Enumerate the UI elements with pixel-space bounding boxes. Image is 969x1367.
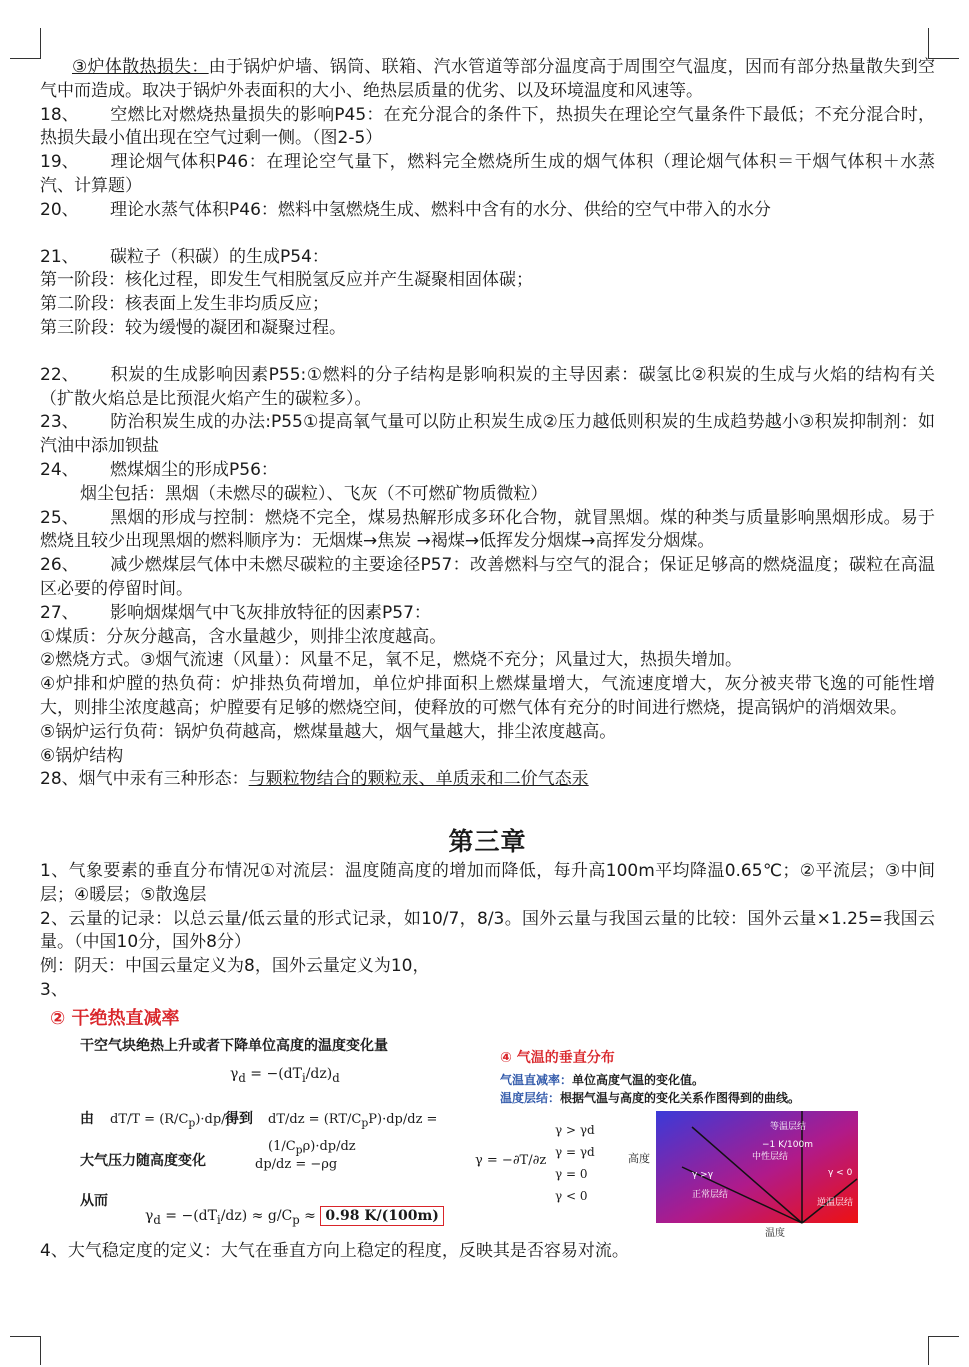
item-28 xyxy=(40,768,935,792)
item-title: 理论水蒸气体积P46： xyxy=(110,199,278,220)
factor-2: ②燃烧方式。③烟气流速（风量）：风量不足，氧不足，燃烧不充分；风量过大，热损失增加。 xyxy=(40,650,742,671)
term: 温度层结： xyxy=(500,1090,561,1105)
item-number: 27、 xyxy=(40,602,79,623)
stage-1: 第一阶段：核化过程，即发生气相脱氢反应并产生凝聚相固体碳； xyxy=(40,270,533,291)
item-number: 18、 xyxy=(40,104,79,125)
crop-mark-bottom-left xyxy=(10,1336,41,1365)
condition: γ = γd xyxy=(555,1144,595,1159)
label-lt: γ < 0 xyxy=(828,1167,853,1178)
stage-3: 第三阶段：较为缓慢的凝团和凝聚过程。 xyxy=(40,317,346,338)
item-number: 26、 xyxy=(40,555,79,576)
condition: γ < 0 xyxy=(555,1188,588,1203)
item-24 xyxy=(40,459,935,483)
item-28-body: 与颗粒物结合的颗粒汞、单质汞和二价气态汞 xyxy=(248,769,589,790)
factor-1: ①煤质：分灰分越高，含水量越少，则排尘浓度越高。 xyxy=(40,626,447,647)
item-number: 24、 xyxy=(40,459,79,480)
label-gt: γ >γ xyxy=(692,1169,714,1180)
item-19 xyxy=(40,151,935,199)
item-20 xyxy=(40,199,935,223)
text-furnace-loss: 由于锅炉炉墙、锅筒、联箱、汽水管道等部分温度高于周围空气温度，因而有部分热量散失到空气中而造成。取决于锅炉外表面积的大小、绝热层质量的优劣、以及环境温度和风速等。 xyxy=(40,57,935,101)
item-number: 23、 xyxy=(40,412,79,433)
item-number: 22、 xyxy=(40,364,79,385)
item-title: 理论烟气体积P46： xyxy=(110,152,267,173)
chapter-title: 第三章 xyxy=(448,827,527,857)
term: 气温直减率： xyxy=(500,1072,573,1087)
condition-list xyxy=(555,1119,595,1207)
figure-subtitle: 干空气块绝热上升或者下降单位高度的温度变化量 xyxy=(80,1037,388,1054)
condition: γ = 0 xyxy=(555,1166,588,1181)
item-body: ①提高氧气量可以防止积炭生成②压力越低则积炭的生成趋势越小③积炭抑制剂：如汽油中添加钡盐 xyxy=(40,412,935,457)
stage-2: 第二阶段：核表面上发生非均质反应； xyxy=(40,294,329,315)
formula-final: $\gamma_d = -(dT_i/dz) \approx g/C_p \approx 0.98$ K/(100m) xyxy=(145,1205,444,1233)
item-number: 25、 xyxy=(40,507,79,528)
label-you: 由 xyxy=(80,1110,94,1127)
factor-6: ⑥锅炉结构 xyxy=(40,745,124,766)
def: 根据气温与高度的变化关系作图得到的曲线。 xyxy=(560,1090,801,1105)
item-title: 空燃比对燃烧热量损失的影响P45： xyxy=(110,104,384,125)
item-title: 防治积炭生成的办法:P55 xyxy=(110,412,303,433)
label-congr: 从而 xyxy=(80,1192,108,1209)
item-number: 20、 xyxy=(40,199,79,220)
spacer xyxy=(40,341,935,364)
item-21 xyxy=(40,246,935,270)
item-24-body: 烟尘包括：黑烟（未燃尽的碳粒）、飞灰（不可燃矿物质微粒） xyxy=(80,483,548,504)
item-title: 碳粒子（积碳）的生成P54： xyxy=(110,246,329,267)
item-26 xyxy=(40,554,935,602)
condition: γ > γd xyxy=(555,1122,595,1137)
item-25 xyxy=(40,507,935,555)
item-body: 燃烧不完全，煤易热解形成多环化合物，就冒黑烟。煤的种类与质量影响黑烟形成。易于燃烧且较少出现黑烟的燃料顺序为：无烟煤→焦炭 →褐煤→低挥发分烟煤→高挥发分烟煤。 xyxy=(40,507,935,552)
ch3-item-3: 3、 xyxy=(40,979,68,1000)
item-title: 黑烟的形成与控制： xyxy=(110,507,265,528)
crop-mark-bottom-right xyxy=(928,1336,959,1365)
def: 单位高度气温的变化值。 xyxy=(572,1072,705,1087)
axis-y-label: 高度 xyxy=(628,1151,650,1165)
item-body: 燃料中氢燃烧生成、燃料中含有的水分、供给的空气中带入的水分 xyxy=(277,199,771,220)
item-body: 在充分混合的条件下，热损失在理论空气量条件下最低；不充分混合时，热损失最小值出现在空气过剩一侧。（图2-5） xyxy=(40,104,935,149)
item-number: 21、 xyxy=(40,246,79,267)
stratification-def xyxy=(500,1087,800,1111)
item-27 xyxy=(40,602,935,626)
item-body: ①燃料的分子结构是影响积炭的主导因素：碳氢比②积炭的生成与火焰的结构有关（扩散火焰总是比预混火焰产生的碳粒多）。 xyxy=(40,364,935,409)
crop-mark-top-right xyxy=(928,28,959,59)
item-title: 燃煤烟尘的形成P56： xyxy=(110,459,278,480)
item-22 xyxy=(40,364,935,412)
label-neutral: 中性层结 xyxy=(752,1151,789,1162)
term-furnace-loss: ③炉体散热损失： xyxy=(72,57,209,77)
label-normal: 正常层结 xyxy=(692,1189,729,1200)
item-28-title: 28、烟气中汞有三种形态： xyxy=(40,769,249,790)
item-23 xyxy=(40,411,935,459)
ch3-item-4: 4、大气稳定度的定义：大气在垂直方向上稳定的程度，反映其是否容易对流。 xyxy=(40,1240,629,1261)
label-rate: −1 K/100m xyxy=(762,1139,814,1150)
item-title: 积炭的生成影响因素P55: xyxy=(110,364,307,385)
formula-differential: $dT/T = (R/C_p)\cdot dp/p$ xyxy=(110,1111,234,1130)
stratification-chart xyxy=(652,1109,872,1235)
spacer xyxy=(40,223,935,246)
label-inversion: 逆温层结 xyxy=(817,1197,854,1208)
document-page xyxy=(40,56,935,1263)
formula-gamma: γ = −∂T/∂z xyxy=(475,1152,547,1168)
formula-gamma-d: $\gamma_d = -(dT_i/dz)_d$ xyxy=(230,1065,340,1085)
item-title: 减少燃煤层气体中未燃尽碳粒的主要途径P57： xyxy=(110,555,470,576)
factor-4: ④炉排和炉膛的热负荷：炉排热负荷增加，单位炉排面积上燃煤量增大，气流速度增大，灰分被夹带飞逸的可能性增大，则排尘浓度越高；炉膛要有足够的燃烧空间，使释放的可燃气体有充分的时间进行燃烧，提高锅炉的消烟效果。 xyxy=(40,674,935,718)
item-body: 改善燃料与空气的混合；保证足够高的燃烧温度；碳粒在高温区必要的停留时间。 xyxy=(40,555,936,599)
ch3-item-1: 1、气象要素的垂直分布情况①对流层：温度随高度的增加而降低，每升高100m平均降温0.65℃；②平流层；③中间层；④暖层；⑤散逸层 xyxy=(40,860,935,905)
label-pressure: 大气压力随高度变化 xyxy=(80,1152,206,1169)
formula-hydrostatic: dp/dz = −ρg xyxy=(255,1156,338,1172)
item-18 xyxy=(40,104,935,152)
item-body: 在理论空气量下，燃料完全燃烧所生成的烟气体积（理论烟气体积＝干烟气体积＋水蒸汽、计算题） xyxy=(40,152,935,196)
formula-result-derivative: $dT/dz = (RT/C_pP)\cdot dp/dz = (1/C_p\rho)\cdot dp/dz$ xyxy=(268,1111,438,1157)
item-furnace-loss xyxy=(40,56,935,104)
temperature-profile-panel xyxy=(475,1047,910,1239)
ch3-example: 例：阴天：中国云量定义为8，国外云量定义为10， xyxy=(40,956,430,977)
item-title: 影响烟煤烟气中飞灰排放特征的因素P57： xyxy=(110,602,431,623)
figure-title: ② 干绝热直减率 xyxy=(50,1007,180,1029)
ch3-item-2: 2、云量的记录：以总云量/低云量的形式记录，如10/7，8/3。国外云量与我国云量的比较：国外云量×1.25=我国云量。（中国10分，国外8分） xyxy=(40,908,935,953)
dry-adiabatic-panel xyxy=(50,1005,470,1240)
label-dedao: 得到 xyxy=(225,1110,253,1127)
label-isothermal: 等温层结 xyxy=(770,1121,807,1132)
factor-5: ⑤锅炉运行负荷：锅炉负荷越高，燃煤量越大，烟气量越大，排尘浓度越高。 xyxy=(40,721,617,742)
result-box: 0.98 K/(100m) xyxy=(320,1206,444,1226)
lapse-rate-figure xyxy=(40,1005,935,1240)
axis-x-label: 温度 xyxy=(765,1227,785,1239)
right-title: ④ 气温的垂直分布 xyxy=(500,1049,615,1066)
item-number: 19、 xyxy=(40,152,79,173)
crop-mark-top-left xyxy=(10,28,41,59)
